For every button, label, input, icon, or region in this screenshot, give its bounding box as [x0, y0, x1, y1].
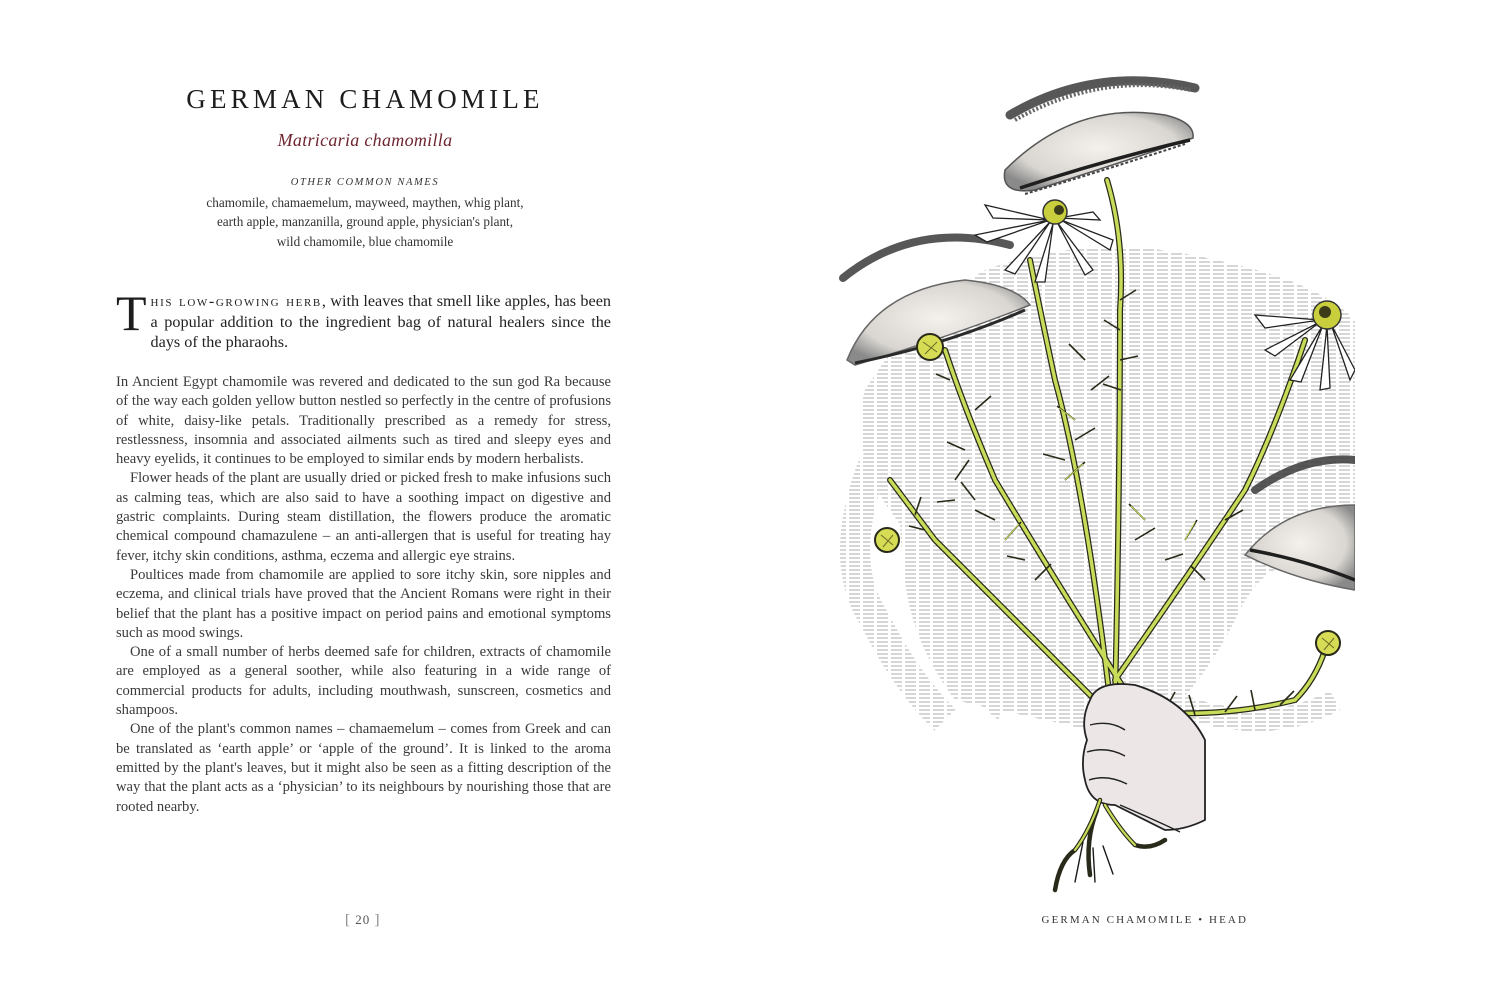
right-page [750, 0, 1500, 1000]
latin-name: Matricaria chamomilla [277, 130, 453, 150]
lead-smallcaps: his low-growing herb [150, 292, 322, 310]
lead-text: , with leaves that smell like apples, has been a popular addition to the ingredient bag of natural healers since the days of the pharaohs. [150, 292, 611, 351]
illustration-art [835, 60, 1355, 900]
body-paragraph: Flower heads of the plant are usually dried or picked fresh to make infusions such as calming teas, which are also said to have a soothing impact on digestive and gastric complaints. During steam distillation, the flowers produce the aromatic chemical compound chamazulene – an anti-allergen that is useful for treating hay fever, itchy skin conditions, asthma, eczema and allergic eye strains. [116, 470, 611, 564]
folio-number: 20 [355, 912, 371, 927]
flower-bud-right [1316, 631, 1340, 655]
lead-paragraph [116, 285, 611, 353]
flower-bud-upper-left [917, 334, 943, 360]
folio-bracket-close: ] [374, 912, 381, 928]
body-paragraph: In Ancient Egypt chamomile was revered and dedicated to the sun god Ra because of the way each golden yellow button nestled so perfectly in the centre of profusions of white, daisy-like petals. Traditionally prescribed as a remedy for stress, restlessness, insomnia and associated ailments such as tired and sleepy eyes and heavy eyelids, it continues to be employed to similar ends by modern herbalists. [116, 374, 611, 468]
folio-bracket-open: [ [345, 912, 351, 928]
running-head: GERMAN CHAMOMILE • HEAD [1041, 914, 1248, 926]
other-common-names-list [170, 193, 560, 251]
common-names-line: earth apple, manzanilla, ground apple, physician's plant, [216, 214, 514, 230]
page-number [345, 912, 381, 929]
other-common-names-label: OTHER COMMON NAMES [290, 177, 440, 188]
flower-bud-left [875, 528, 899, 552]
common-names-line: chamomile, chamaemelum, mayweed, maythen, whig plant, [206, 195, 524, 210]
body-text [116, 373, 611, 817]
closed-eye-top [1004, 81, 1195, 194]
body-paragraph: One of the plant's common names – chamaemelum – comes from Greek and can be translated as ‘earth apple’ or ‘apple of the ground’. It is linked to the aroma emitted by the plant's leaves, but it might also be seen as a fitting description of the way that the plant acts as a ‘physician’ to its neighbours by nourishing those that are rooted nearby. [116, 721, 611, 815]
body-paragraph: Poultices made from chamomile are applied to sore itchy skin, sore nipples and eczema, and clinical trials have proved that the Ancient Romans were right in their belief that the plant has a positive impact on period pains and emotional symptoms such as mood swings. [116, 566, 611, 641]
common-names-line: wild chamomile, blue chamomile [276, 233, 454, 249]
body-paragraph: One of a small number of herbs deemed safe for children, extracts of chamomile are employed as a general soother, while also featuring in a wide range of commercial products for adults, including mouthwash, sunscreen, cosmetics and shampoos. [116, 644, 611, 719]
drop-cap: T [116, 285, 147, 341]
page-title: GERMAN CHAMOMILE [186, 84, 544, 114]
chamomile-illustration [835, 60, 1355, 900]
